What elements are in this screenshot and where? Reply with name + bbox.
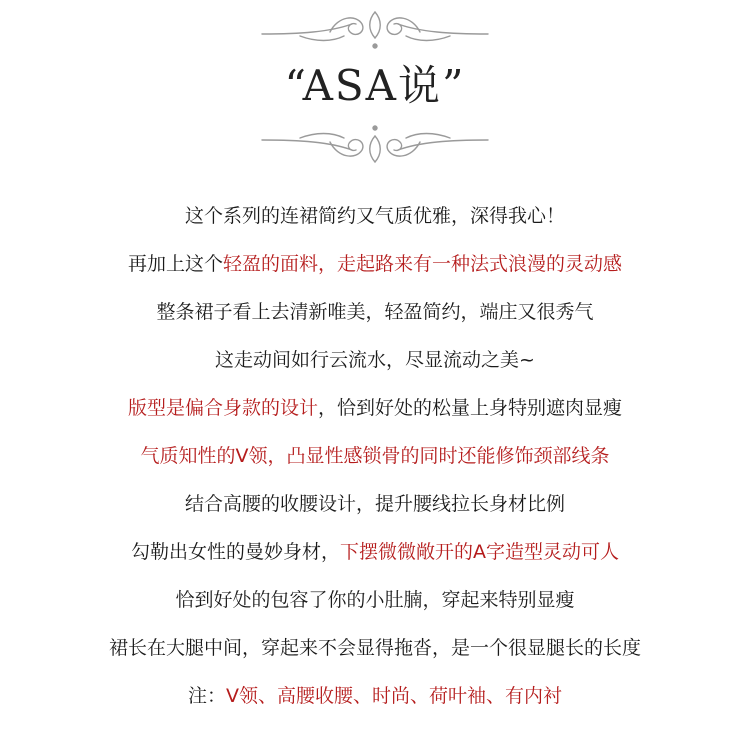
line-segment: 裙长在大腿中间，穿起来不会显得拖沓，是一个很显腿长的长度 — [108, 637, 641, 659]
line-segment: 这走动间如行云流水，尽显流动之美~ — [215, 349, 535, 371]
page-title: “ASA说” — [284, 61, 466, 110]
line-segment: 恰到好处的包容了你的小肚腩，穿起来特别显瘦 — [175, 589, 575, 611]
note-label: 注： — [187, 685, 226, 707]
description-line — [0, 432, 750, 480]
line-segment-highlight: 版型是偏合身款的设计 — [127, 397, 318, 419]
line-segment: 勾勒出女性的曼妙身材， — [130, 541, 340, 563]
line-segment-highlight: 下摆微微敞开的A字造型灵动可人 — [340, 541, 619, 563]
description-line — [0, 576, 750, 624]
line-segment-highlight: 气质知性的V领，凸显性感锁骨的同时还能修饰颈部线条 — [140, 445, 610, 467]
description-line — [0, 192, 750, 240]
description-line — [0, 480, 750, 528]
description-line — [0, 288, 750, 336]
line-segment-highlight: 轻盈的面料，走起路来有一种法式浪漫的灵动感 — [223, 253, 623, 275]
description-line — [0, 336, 750, 384]
line-segment: 结合高腰的收腰设计，提升腰线拉长身材比例 — [184, 493, 565, 515]
line-segment: 整条裙子看上去清新唯美，轻盈简约，端庄又很秀气 — [156, 301, 594, 323]
line-segment: 这个系列的连裙简约又气质优雅，深得我心！ — [184, 205, 565, 227]
top-ornament-icon — [0, 4, 750, 64]
note-tags: V领、高腰收腰、时尚、荷叶袖、有内衬 — [226, 685, 562, 707]
description-line — [0, 384, 750, 432]
note-line — [0, 672, 750, 720]
line-segment: 再加上这个 — [127, 253, 223, 275]
bottom-ornament-icon — [0, 110, 750, 170]
description-line — [0, 624, 750, 672]
line-segment: ，恰到好处的松量上身特别遮肉显瘦 — [318, 397, 623, 419]
description-line — [0, 528, 750, 576]
description-lines — [0, 192, 750, 720]
description-line — [0, 240, 750, 288]
